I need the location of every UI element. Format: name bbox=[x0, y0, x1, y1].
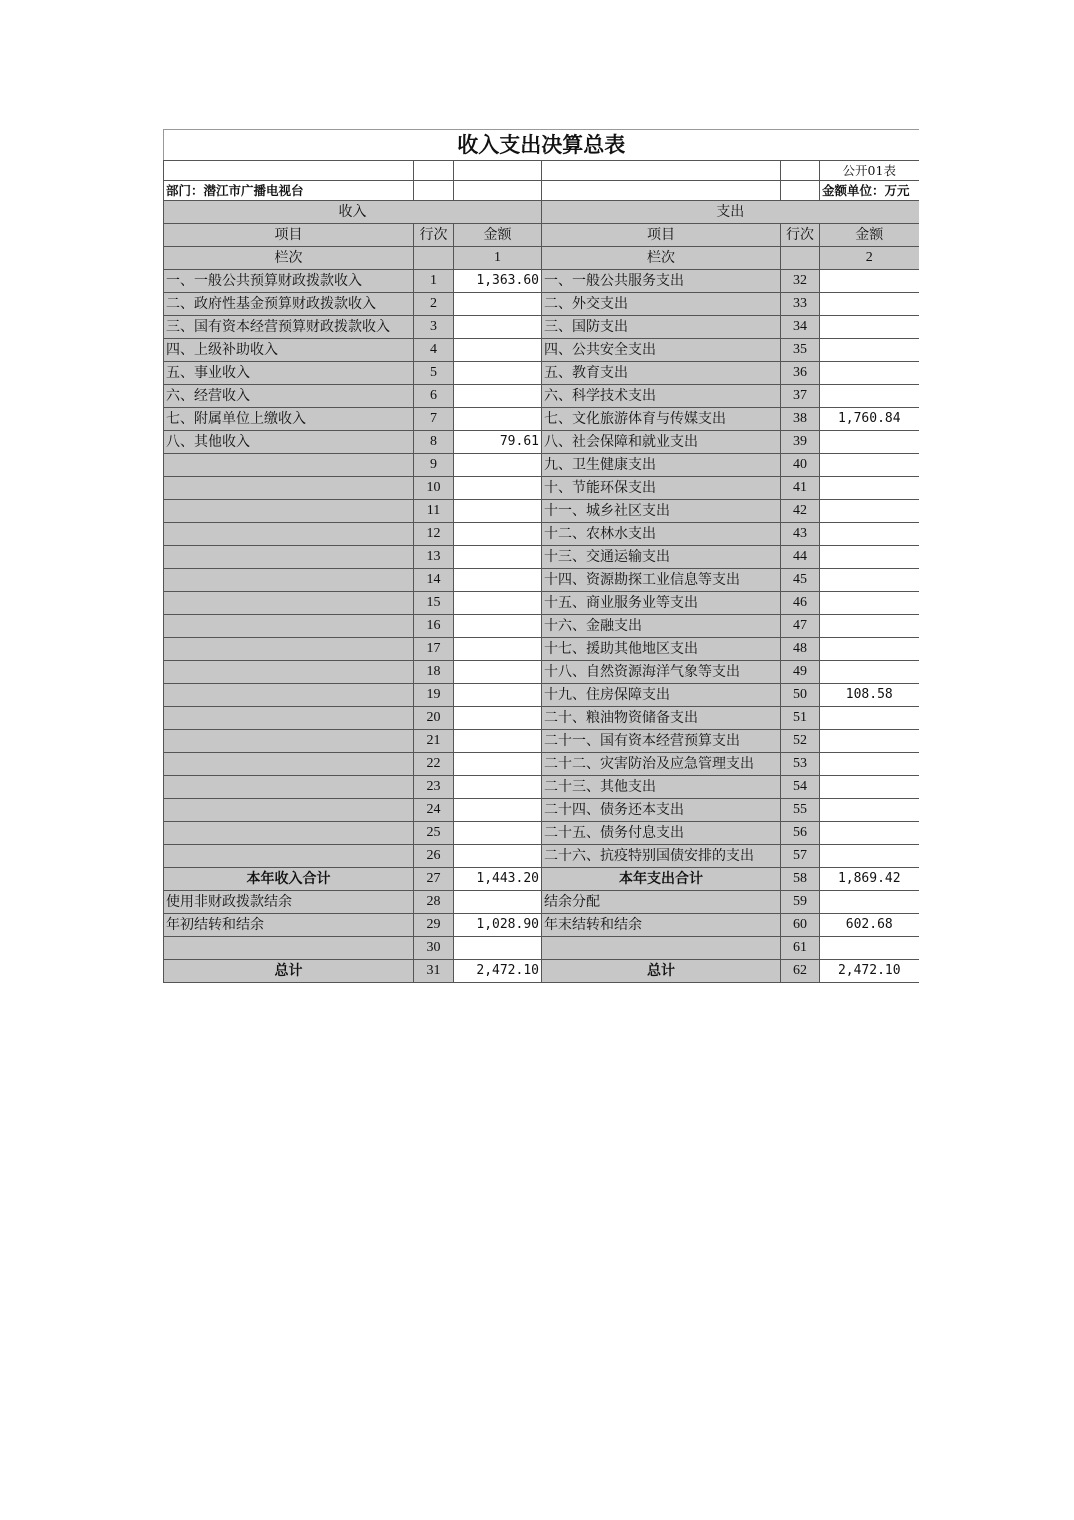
expense-line-cell: 46 bbox=[781, 592, 820, 615]
expense-amount-cell bbox=[820, 661, 919, 684]
income-line-cell: 16 bbox=[414, 615, 454, 638]
expense-amount-cell bbox=[820, 477, 919, 500]
table-row bbox=[164, 316, 919, 339]
expense-line-header: 行次 bbox=[781, 224, 820, 247]
income-line-cell: 3 bbox=[414, 316, 454, 339]
expense-line-cell: 62 bbox=[781, 960, 820, 983]
expense-item-cell: 十八、自然资源海洋气象等支出 bbox=[542, 661, 781, 684]
expense-item-cell: 二十五、债务付息支出 bbox=[542, 822, 781, 845]
expense-line-cell: 57 bbox=[781, 845, 820, 868]
expense-amount-cell bbox=[820, 316, 919, 339]
income-amount-cell bbox=[454, 615, 542, 638]
income-amount-cell bbox=[454, 638, 542, 661]
table-row bbox=[164, 569, 919, 592]
income-item-cell bbox=[164, 500, 414, 523]
income-line-cell: 1 bbox=[414, 270, 454, 293]
income-line-cell: 20 bbox=[414, 707, 454, 730]
expense-amount-cell bbox=[820, 822, 919, 845]
expense-item-cell: 十、节能环保支出 bbox=[542, 477, 781, 500]
expense-amount-cell bbox=[820, 546, 919, 569]
expense-amount-cell bbox=[820, 293, 919, 316]
income-item-cell: 总计 bbox=[164, 960, 414, 983]
income-line-cell: 19 bbox=[414, 684, 454, 707]
income-line-cell: 29 bbox=[414, 914, 454, 937]
expense-item-cell: 二十一、国有资本经营预算支出 bbox=[542, 730, 781, 753]
expense-amount-cell bbox=[820, 431, 919, 454]
income-item-cell bbox=[164, 730, 414, 753]
income-amount-cell bbox=[454, 730, 542, 753]
income-amount-cell bbox=[454, 546, 542, 569]
department-label: 部门：潜江市广播电视台 bbox=[164, 181, 414, 201]
table-row bbox=[164, 937, 919, 960]
income-line-cell: 25 bbox=[414, 822, 454, 845]
income-item-cell: 使用非财政拨款结余 bbox=[164, 891, 414, 914]
income-section-header: 收入 bbox=[164, 201, 542, 224]
expense-amount-cell bbox=[820, 845, 919, 868]
income-amount-cell bbox=[454, 385, 542, 408]
income-line-cell: 10 bbox=[414, 477, 454, 500]
table-row bbox=[164, 523, 919, 546]
expense-line-cell: 50 bbox=[781, 684, 820, 707]
expense-amount-cell: 108.58 bbox=[820, 684, 919, 707]
expense-item-cell: 本年支出合计 bbox=[542, 868, 781, 891]
income-item-cell bbox=[164, 753, 414, 776]
expense-line-cell: 38 bbox=[781, 408, 820, 431]
expense-amount-cell bbox=[820, 753, 919, 776]
income-item-cell: 四、上级补助收入 bbox=[164, 339, 414, 362]
expense-line-cell: 54 bbox=[781, 776, 820, 799]
income-amount-cell bbox=[454, 707, 542, 730]
expense-amount-cell bbox=[820, 937, 919, 960]
table-row bbox=[164, 868, 919, 891]
expense-item-cell: 结余分配 bbox=[542, 891, 781, 914]
income-amount-cell bbox=[454, 569, 542, 592]
income-item-cell bbox=[164, 937, 414, 960]
expense-amount-cell: 1,869.42 bbox=[820, 868, 919, 891]
form-code: 公开01表 bbox=[820, 161, 919, 181]
expense-line-cell: 33 bbox=[781, 293, 820, 316]
expense-amount-cell bbox=[820, 454, 919, 477]
expense-line-cell: 59 bbox=[781, 891, 820, 914]
expense-line-cell: 52 bbox=[781, 730, 820, 753]
income-line-cell: 17 bbox=[414, 638, 454, 661]
final-accounts-sheet bbox=[163, 129, 918, 983]
income-amount-cell bbox=[454, 523, 542, 546]
expense-line-cell: 47 bbox=[781, 615, 820, 638]
expense-column-number: 2 bbox=[820, 247, 919, 270]
income-line-cell: 22 bbox=[414, 753, 454, 776]
expense-section-header: 支出 bbox=[542, 201, 919, 224]
income-line-cell: 13 bbox=[414, 546, 454, 569]
income-amount-cell bbox=[454, 799, 542, 822]
table-row bbox=[164, 454, 919, 477]
expense-item-cell: 十九、住房保障支出 bbox=[542, 684, 781, 707]
table-row bbox=[164, 339, 919, 362]
income-line-cell: 31 bbox=[414, 960, 454, 983]
income-amount-cell: 1,028.90 bbox=[454, 914, 542, 937]
table-row bbox=[164, 914, 919, 937]
income-item-header: 项目 bbox=[164, 224, 414, 247]
table-row bbox=[164, 753, 919, 776]
income-line-cell: 26 bbox=[414, 845, 454, 868]
income-amount-cell: 79.61 bbox=[454, 431, 542, 454]
income-item-cell bbox=[164, 615, 414, 638]
expense-line-cell: 55 bbox=[781, 799, 820, 822]
expense-item-cell: 十六、金融支出 bbox=[542, 615, 781, 638]
income-amount-cell bbox=[454, 753, 542, 776]
expense-amount-cell bbox=[820, 707, 919, 730]
income-amount-cell bbox=[454, 339, 542, 362]
table-row bbox=[164, 477, 919, 500]
expense-line-cell: 32 bbox=[781, 270, 820, 293]
income-line-cell: 18 bbox=[414, 661, 454, 684]
expense-amount-cell bbox=[820, 270, 919, 293]
income-item-cell: 五、事业收入 bbox=[164, 362, 414, 385]
income-line-cell: 5 bbox=[414, 362, 454, 385]
expense-amount-cell bbox=[820, 385, 919, 408]
income-item-cell bbox=[164, 569, 414, 592]
column-number-row bbox=[164, 247, 919, 270]
expense-amount-cell bbox=[820, 592, 919, 615]
income-item-cell: 三、国有资本经营预算财政拨款收入 bbox=[164, 316, 414, 339]
expense-amount-cell: 602.68 bbox=[820, 914, 919, 937]
expense-item-cell: 四、公共安全支出 bbox=[542, 339, 781, 362]
table-row bbox=[164, 270, 919, 293]
table-row bbox=[164, 822, 919, 845]
expense-item-cell: 二十四、债务还本支出 bbox=[542, 799, 781, 822]
expense-item-cell: 六、科学技术支出 bbox=[542, 385, 781, 408]
income-line-header: 行次 bbox=[414, 224, 454, 247]
expense-item-cell: 总计 bbox=[542, 960, 781, 983]
expense-amount-cell bbox=[820, 638, 919, 661]
expense-amount-cell bbox=[820, 615, 919, 638]
income-expense-table bbox=[163, 129, 919, 983]
table-row bbox=[164, 592, 919, 615]
expense-item-cell: 二十三、其他支出 bbox=[542, 776, 781, 799]
income-item-cell bbox=[164, 477, 414, 500]
income-item-cell: 六、经营收入 bbox=[164, 385, 414, 408]
income-line-cell: 7 bbox=[414, 408, 454, 431]
table-title: 收入支出决算总表 bbox=[164, 130, 919, 161]
income-item-cell: 年初结转和结余 bbox=[164, 914, 414, 937]
income-line-cell: 15 bbox=[414, 592, 454, 615]
expense-amount-cell bbox=[820, 569, 919, 592]
income-amount-cell bbox=[454, 454, 542, 477]
income-item-cell: 七、附属单位上缴收入 bbox=[164, 408, 414, 431]
table-row bbox=[164, 385, 919, 408]
income-line-cell: 23 bbox=[414, 776, 454, 799]
income-amount-header: 金额 bbox=[454, 224, 542, 247]
expense-item-cell bbox=[542, 937, 781, 960]
table-row bbox=[164, 500, 919, 523]
expense-amount-cell bbox=[820, 799, 919, 822]
income-amount-cell bbox=[454, 500, 542, 523]
expense-line-cell: 39 bbox=[781, 431, 820, 454]
income-line-cell: 2 bbox=[414, 293, 454, 316]
expense-line-cell: 53 bbox=[781, 753, 820, 776]
income-amount-cell bbox=[454, 362, 542, 385]
income-item-cell: 八、其他收入 bbox=[164, 431, 414, 454]
income-amount-cell bbox=[454, 316, 542, 339]
expense-line-cell: 60 bbox=[781, 914, 820, 937]
income-amount-cell bbox=[454, 937, 542, 960]
expense-line-cell: 61 bbox=[781, 937, 820, 960]
expense-line-cell: 51 bbox=[781, 707, 820, 730]
expense-amount-cell: 1,760.84 bbox=[820, 408, 919, 431]
table-row bbox=[164, 845, 919, 868]
income-line-cell: 28 bbox=[414, 891, 454, 914]
expense-item-cell: 十三、交通运输支出 bbox=[542, 546, 781, 569]
income-column-label: 栏次 bbox=[164, 247, 414, 270]
expense-line-cell: 41 bbox=[781, 477, 820, 500]
expense-line-cell: 58 bbox=[781, 868, 820, 891]
income-amount-cell bbox=[454, 661, 542, 684]
expense-amount-cell bbox=[820, 362, 919, 385]
expense-item-cell: 十一、城乡社区支出 bbox=[542, 500, 781, 523]
expense-amount-cell bbox=[820, 339, 919, 362]
table-row bbox=[164, 546, 919, 569]
income-amount-cell: 1,363.60 bbox=[454, 270, 542, 293]
income-item-cell bbox=[164, 638, 414, 661]
income-column-number: 1 bbox=[454, 247, 542, 270]
income-amount-cell bbox=[454, 592, 542, 615]
income-amount-cell bbox=[454, 293, 542, 316]
income-item-cell bbox=[164, 799, 414, 822]
expense-item-cell: 二、外交支出 bbox=[542, 293, 781, 316]
expense-item-cell: 二十六、抗疫特别国债安排的支出 bbox=[542, 845, 781, 868]
income-item-cell bbox=[164, 661, 414, 684]
column-header-row bbox=[164, 224, 919, 247]
section-header-row bbox=[164, 201, 919, 224]
income-amount-cell bbox=[454, 776, 542, 799]
income-item-cell bbox=[164, 822, 414, 845]
income-line-cell: 11 bbox=[414, 500, 454, 523]
expense-item-cell: 十二、农林水支出 bbox=[542, 523, 781, 546]
expense-item-cell: 年末结转和结余 bbox=[542, 914, 781, 937]
expense-line-cell: 49 bbox=[781, 661, 820, 684]
expense-item-cell: 一、一般公共服务支出 bbox=[542, 270, 781, 293]
income-line-cell: 14 bbox=[414, 569, 454, 592]
table-row bbox=[164, 661, 919, 684]
expense-line-cell: 56 bbox=[781, 822, 820, 845]
department-row bbox=[164, 181, 919, 201]
income-amount-cell bbox=[454, 408, 542, 431]
expense-amount-cell bbox=[820, 891, 919, 914]
expense-item-cell: 二十二、灾害防治及应急管理支出 bbox=[542, 753, 781, 776]
expense-item-cell: 三、国防支出 bbox=[542, 316, 781, 339]
expense-amount-cell: 2,472.10 bbox=[820, 960, 919, 983]
expense-item-cell: 八、社会保障和就业支出 bbox=[542, 431, 781, 454]
income-item-cell bbox=[164, 707, 414, 730]
unit-label: 金额单位：万元 bbox=[820, 181, 919, 201]
table-row bbox=[164, 707, 919, 730]
table-row bbox=[164, 293, 919, 316]
table-row bbox=[164, 638, 919, 661]
income-item-cell: 一、一般公共预算财政拨款收入 bbox=[164, 270, 414, 293]
income-item-cell bbox=[164, 523, 414, 546]
expense-amount-cell bbox=[820, 776, 919, 799]
expense-line-cell: 48 bbox=[781, 638, 820, 661]
table-row bbox=[164, 615, 919, 638]
income-item-cell bbox=[164, 845, 414, 868]
expense-line-cell: 45 bbox=[781, 569, 820, 592]
income-line-cell: 4 bbox=[414, 339, 454, 362]
expense-item-cell: 五、教育支出 bbox=[542, 362, 781, 385]
income-item-cell bbox=[164, 776, 414, 799]
income-line-cell: 8 bbox=[414, 431, 454, 454]
title-row bbox=[164, 130, 919, 161]
income-amount-cell bbox=[454, 891, 542, 914]
income-item-cell: 二、政府性基金预算财政拨款收入 bbox=[164, 293, 414, 316]
expense-line-cell: 36 bbox=[781, 362, 820, 385]
income-item-cell bbox=[164, 592, 414, 615]
expense-item-cell: 七、文化旅游体育与传媒支出 bbox=[542, 408, 781, 431]
income-line-cell: 12 bbox=[414, 523, 454, 546]
expense-line-cell: 35 bbox=[781, 339, 820, 362]
expense-line-cell: 40 bbox=[781, 454, 820, 477]
income-line-cell: 6 bbox=[414, 385, 454, 408]
expense-item-header: 项目 bbox=[542, 224, 781, 247]
income-item-cell bbox=[164, 684, 414, 707]
table-row bbox=[164, 891, 919, 914]
expense-amount-cell bbox=[820, 730, 919, 753]
income-amount-cell: 1,443.20 bbox=[454, 868, 542, 891]
table-row bbox=[164, 799, 919, 822]
expense-amount-cell bbox=[820, 500, 919, 523]
income-amount-cell bbox=[454, 477, 542, 500]
expense-amount-header: 金额 bbox=[820, 224, 919, 247]
expense-item-cell: 九、卫生健康支出 bbox=[542, 454, 781, 477]
income-amount-cell bbox=[454, 845, 542, 868]
expense-line-cell: 42 bbox=[781, 500, 820, 523]
expense-item-cell: 二十、粮油物资储备支出 bbox=[542, 707, 781, 730]
income-line-cell: 24 bbox=[414, 799, 454, 822]
income-line-cell: 30 bbox=[414, 937, 454, 960]
table-row bbox=[164, 960, 919, 983]
income-line-cell: 9 bbox=[414, 454, 454, 477]
table-row bbox=[164, 431, 919, 454]
table-row bbox=[164, 408, 919, 431]
expense-line-cell: 37 bbox=[781, 385, 820, 408]
income-amount-cell bbox=[454, 822, 542, 845]
expense-line-cell: 43 bbox=[781, 523, 820, 546]
expense-item-cell: 十七、援助其他地区支出 bbox=[542, 638, 781, 661]
form-code-row bbox=[164, 161, 919, 181]
expense-column-label: 栏次 bbox=[542, 247, 781, 270]
table-row bbox=[164, 684, 919, 707]
income-line-cell: 27 bbox=[414, 868, 454, 891]
expense-line-cell: 44 bbox=[781, 546, 820, 569]
income-item-cell: 本年收入合计 bbox=[164, 868, 414, 891]
table-row bbox=[164, 730, 919, 753]
expense-item-cell: 十五、商业服务业等支出 bbox=[542, 592, 781, 615]
income-item-cell bbox=[164, 454, 414, 477]
expense-item-cell: 十四、资源勘探工业信息等支出 bbox=[542, 569, 781, 592]
income-line-cell: 21 bbox=[414, 730, 454, 753]
income-amount-cell bbox=[454, 684, 542, 707]
expense-amount-cell bbox=[820, 523, 919, 546]
income-item-cell bbox=[164, 546, 414, 569]
expense-line-cell: 34 bbox=[781, 316, 820, 339]
table-row bbox=[164, 776, 919, 799]
income-amount-cell: 2,472.10 bbox=[454, 960, 542, 983]
table-row bbox=[164, 362, 919, 385]
